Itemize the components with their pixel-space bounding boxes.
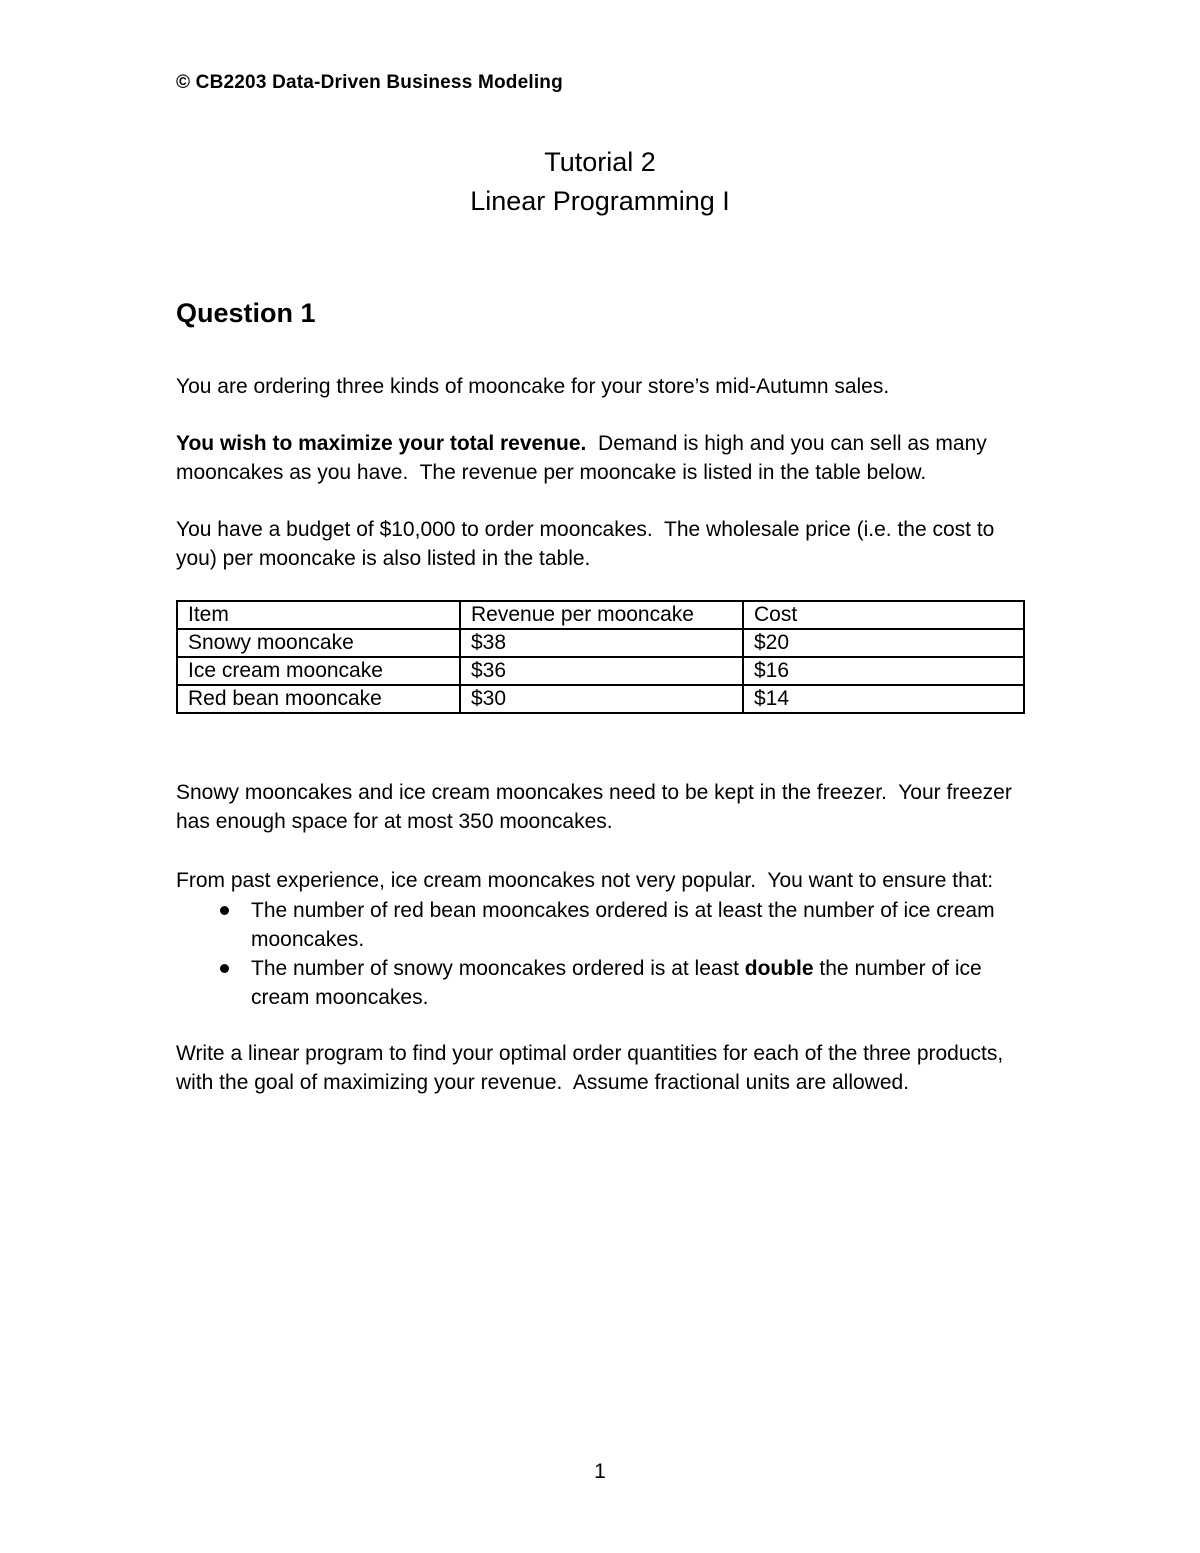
question-heading: Question 1 — [176, 298, 316, 328]
table-cell: Snowy mooncake — [177, 629, 460, 657]
freezer-paragraph: Snowy mooncakes and ice cream mooncakes need to be kept in the freezer. Your freezer has enough space for at most 350 mooncakes. — [176, 781, 1018, 833]
list-item — [176, 954, 1036, 1012]
tutorial-subtitle: Linear Programming I — [470, 186, 730, 216]
table-header-cell: Cost — [743, 601, 1024, 629]
table-cell: Red bean mooncake — [177, 685, 460, 713]
bullet-text-end: the number of ice cream mooncakes. — [251, 957, 988, 1009]
bullet-text — [251, 957, 988, 1009]
table-header-row — [177, 601, 1024, 629]
table-cell: $38 — [460, 629, 743, 657]
copyright-header: © CB2203 Data-Driven Business Modeling — [176, 72, 563, 93]
task-paragraph: Write a linear program to find your optimal order quantities for each of the three products, with the goal of maximizing your revenue. Assume fractional units are allowed. — [176, 1042, 1010, 1094]
table-row — [177, 685, 1024, 713]
document-title — [0, 143, 1200, 221]
table-header-cell: Item — [177, 601, 460, 629]
bullet-icon — [220, 964, 229, 973]
budget-paragraph: You have a budget of $10,000 to order mooncakes. The wholesale price (i.e. the cost to you) per mooncake is also listed in the table. — [176, 518, 1001, 570]
list-item — [176, 896, 1036, 954]
table-row — [177, 629, 1024, 657]
bullet-text-start: The number of snowy mooncakes ordered is at least — [251, 957, 745, 980]
table-cell: $30 — [460, 685, 743, 713]
objective-paragraph — [176, 429, 1036, 487]
table-header-cell: Revenue per mooncake — [460, 601, 743, 629]
page-number: 1 — [594, 1460, 606, 1483]
bullet-text: The number of red bean mooncakes ordered is at least the number of ice cream mooncakes. — [251, 899, 995, 951]
table-cell: $14 — [743, 685, 1024, 713]
bullet-bold-text: double — [744, 957, 814, 980]
table-cell: Ice cream mooncake — [177, 657, 460, 685]
experience-paragraph: From past experience, ice cream mooncakes not very popular. You want to ensure that: — [176, 869, 994, 892]
tutorial-title: Tutorial 2 — [544, 147, 656, 177]
table-cell: $20 — [743, 629, 1024, 657]
table-cell: $16 — [743, 657, 1024, 685]
objective-text: Demand is high and you can sell as many mooncakes as you have. The revenue per mooncake is listed in the table below. — [176, 432, 993, 484]
constraint-list — [176, 896, 1036, 1012]
bullet-icon — [220, 906, 229, 915]
mooncake-table — [176, 600, 1025, 714]
intro-paragraph: You are ordering three kinds of mooncake for your store’s mid-Autumn sales. — [176, 375, 890, 398]
objective-bold-text: You wish to maximize your total revenue. — [176, 432, 587, 455]
table-row — [177, 657, 1024, 685]
table-cell: $36 — [460, 657, 743, 685]
